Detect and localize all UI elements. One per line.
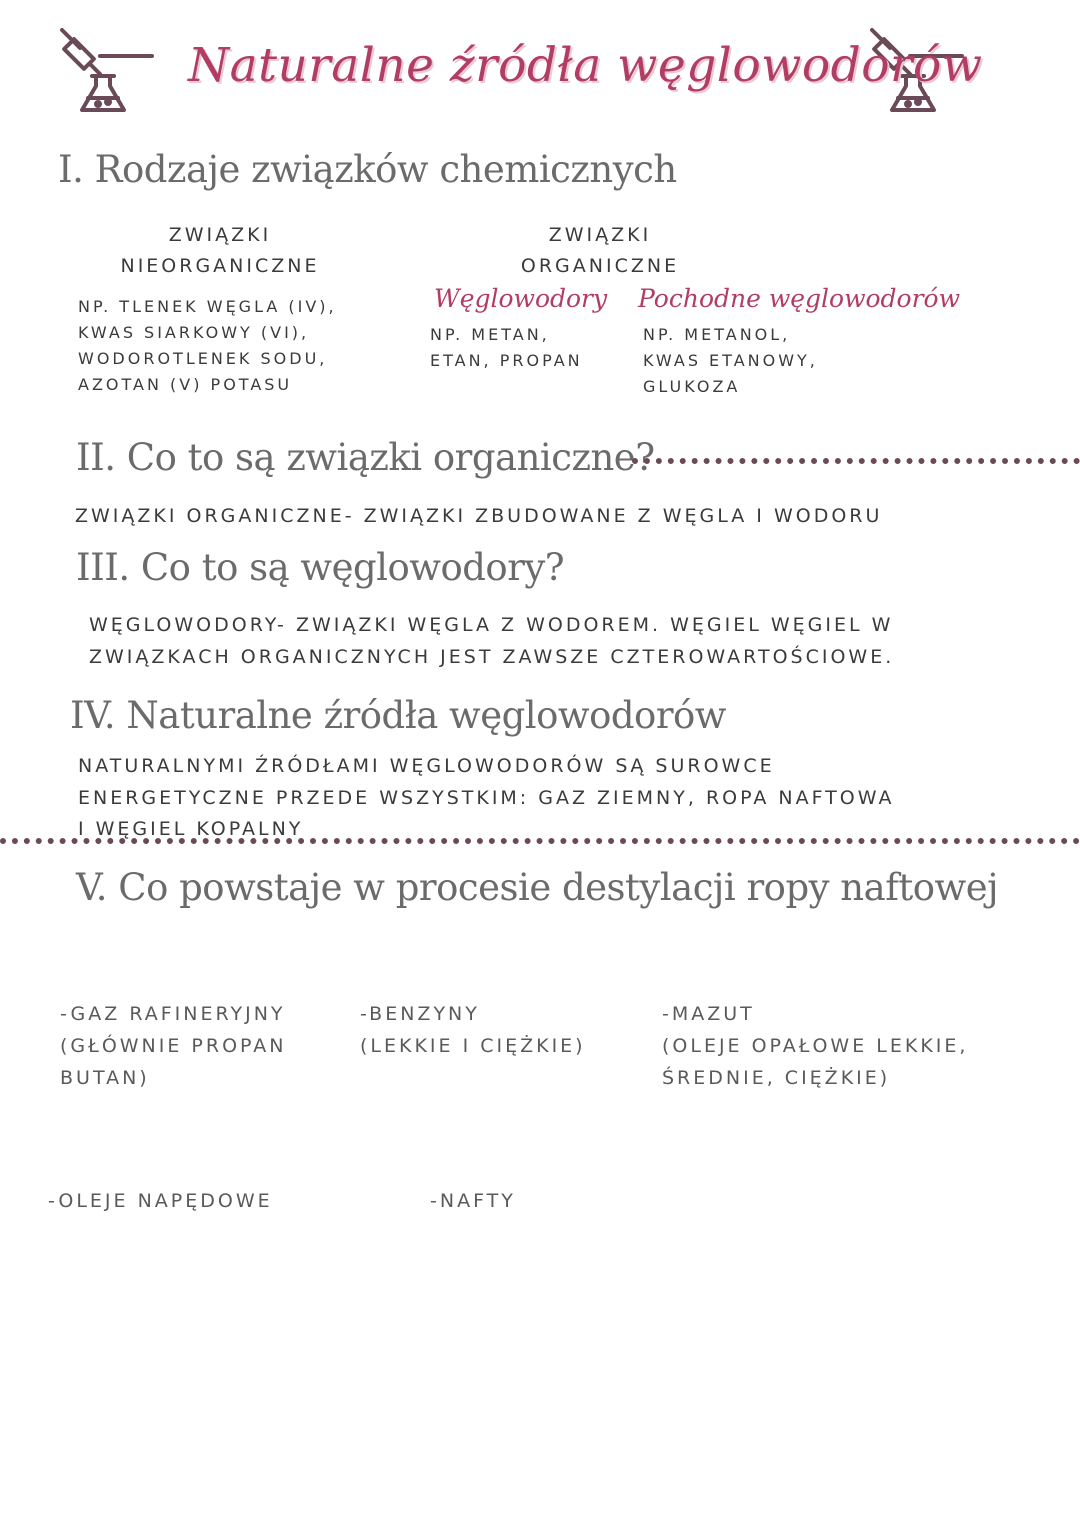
section-3-heading: III. Co to są węglowodory?: [76, 546, 565, 589]
product-mazut-line-3: ŚREDNIE, CIĘŻKIE): [662, 1067, 891, 1089]
section-4-line-3: I WĘGIEL KOPALNY: [78, 818, 304, 840]
organic-title-line-1: ZWIĄZKI: [548, 224, 652, 246]
derivatives-example-3: GLUKOZA: [643, 377, 741, 396]
hydrocarbons-example-2: ETAN, PROPAN: [430, 351, 583, 370]
derivatives-example-2: KWAS ETANOWY,: [643, 351, 818, 370]
product-kerosene: -NAFTY: [430, 1190, 516, 1212]
derivatives-example-1: NP. METANOL,: [643, 325, 791, 344]
product-gas-line-2: (GŁÓWNIE PROPAN: [60, 1035, 287, 1057]
inorganic-example-3: WODOROTLENEK SODU,: [78, 349, 328, 368]
section-5-heading: V. Co powstaje w procesie destylacji ropy naftowej: [76, 866, 999, 909]
product-mazut-line-1: -MAZUT: [662, 1003, 755, 1025]
product-gasoline-line-2: (LEKKIE I CIĘŻKIE): [360, 1035, 586, 1057]
flask-dropper-icon: [52, 22, 162, 122]
inorganic-title-line-2: NIEORGANICZNE: [120, 255, 320, 277]
organic-title-line-2: ORGANICZNE: [520, 255, 680, 277]
product-gas-line-1: -GAZ RAFINERYJNY: [60, 1003, 286, 1025]
hydrocarbons-label: Węglowodory: [434, 284, 608, 313]
section-1-heading: I. Rodzaje związków chemicznych: [58, 148, 677, 191]
product-diesel: -OLEJE NAPĘDOWE: [48, 1190, 273, 1212]
page-title: Naturalne źródła węglowodorów: [188, 38, 983, 93]
section-3-line-1: WĘGLOWODORY- ZWIĄZKI WĘGLA Z WODOREM. WĘGIEL WĘGIEL W: [89, 614, 894, 636]
section-2-text: ZWIĄZKI ORGANICZNE- ZWIĄZKI ZBUDOWANE Z WĘGLA I WODORU: [75, 505, 883, 527]
inorganic-title-line-1: ZWIĄZKI: [168, 224, 272, 246]
section-4-line-1: NATURALNYMI ŹRÓDŁAMI WĘGLOWODORÓW SĄ SUROWCE: [78, 755, 775, 777]
dotted-divider: [0, 838, 1080, 844]
section-4-heading: IV. Naturalne źródła węglowodorów: [70, 694, 726, 737]
product-mazut-line-2: (OLEJE OPAŁOWE LEKKIE,: [662, 1035, 969, 1057]
inorganic-example-1: NP. TLENEK WĘGLA (IV),: [78, 297, 337, 316]
dotted-divider: [632, 458, 1080, 464]
section-4-line-2: ENERGETYCZNE PRZEDE WSZYSTKIM: GAZ ZIEMNY, ROPA NAFTOWA: [78, 787, 895, 809]
derivatives-label: Pochodne węglowodorów: [638, 284, 961, 313]
product-gasoline-line-1: -BENZYNY: [360, 1003, 480, 1025]
section-2-heading: II. Co to są związki organiczne?: [76, 436, 655, 479]
section-3-line-2: ZWIĄZKACH ORGANICZNYCH JEST ZAWSZE CZTEROWARTOŚCIOWE.: [89, 646, 895, 668]
product-gas-line-3: BUTAN): [60, 1067, 150, 1089]
inorganic-example-4: AZOTAN (V) POTASU: [78, 375, 293, 394]
hydrocarbons-example-1: NP. METAN,: [430, 325, 550, 344]
inorganic-example-2: KWAS SIARKOWY (VI),: [78, 323, 310, 342]
